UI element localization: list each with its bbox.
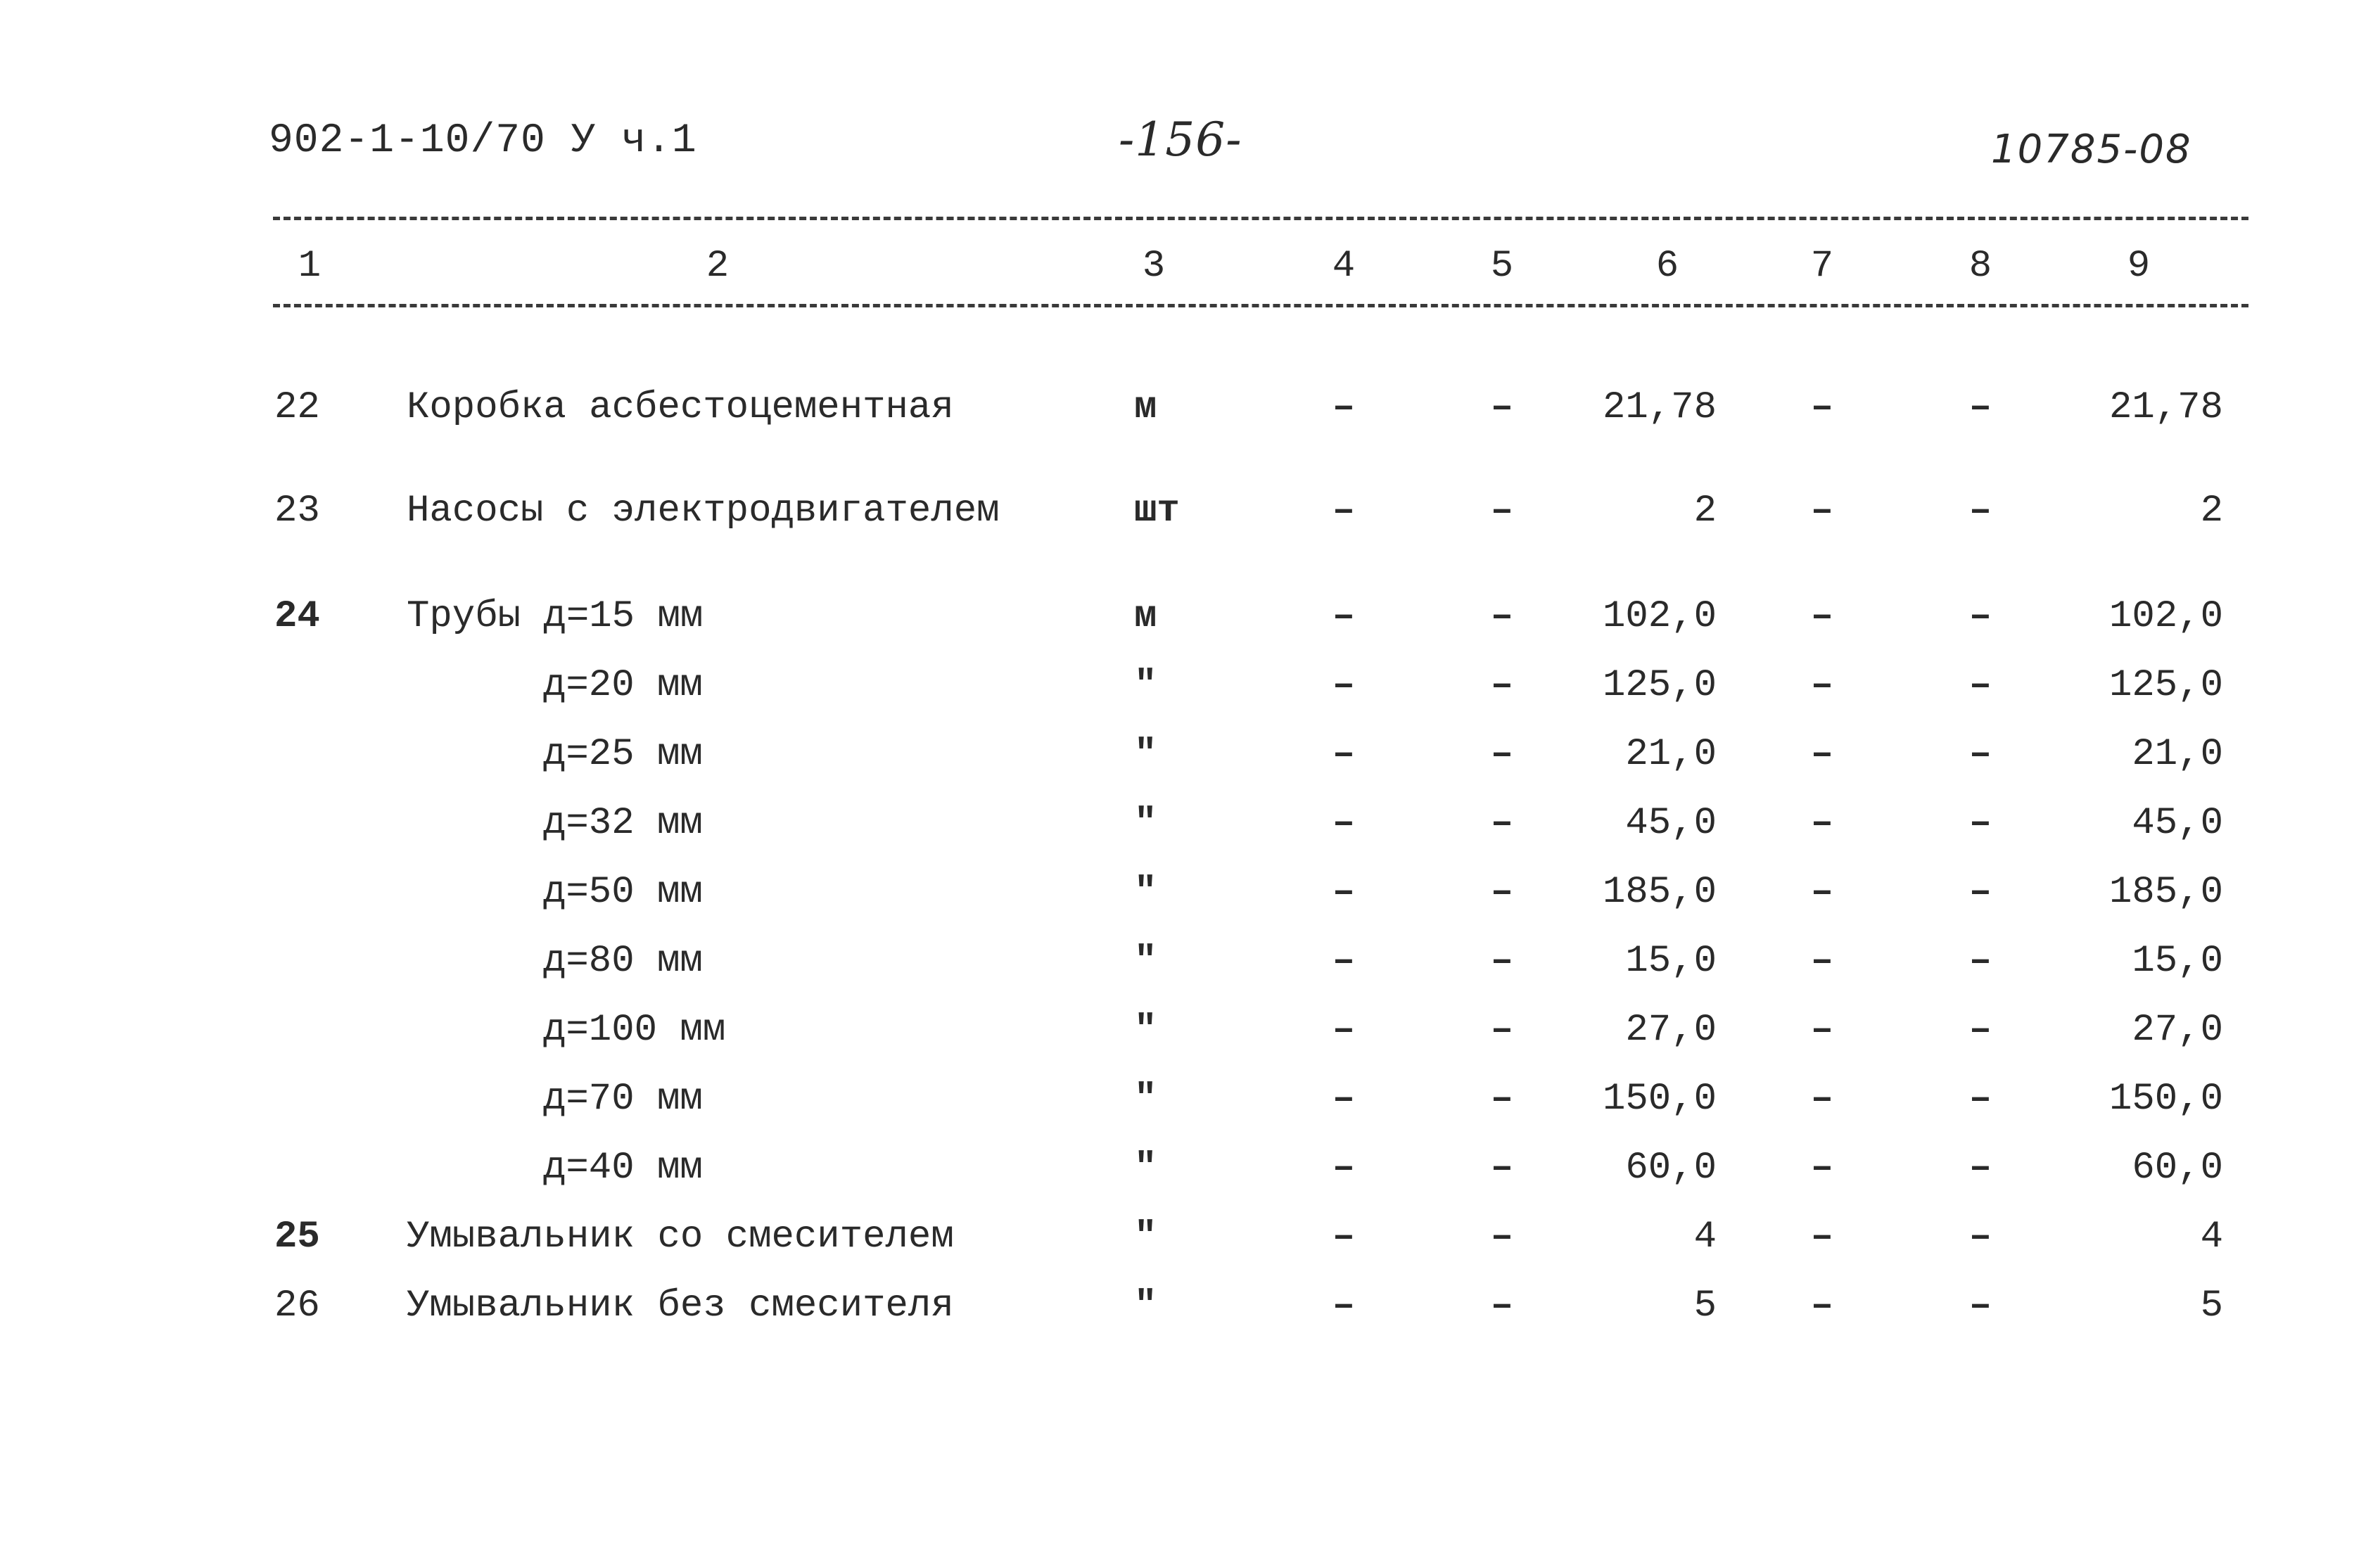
col-6-value: 45,0 xyxy=(1625,802,1717,845)
col-6-value: 185,0 xyxy=(1602,871,1717,914)
col-7-value: – xyxy=(1810,1078,1834,1121)
col-7-value: – xyxy=(1810,871,1834,914)
col-7-value: – xyxy=(1810,595,1834,638)
unit: " xyxy=(1134,940,1157,983)
col-5-value: – xyxy=(1490,1216,1514,1258)
document-code: 902-1-10/70 У ч.1 xyxy=(269,118,697,164)
unit: " xyxy=(1134,1078,1157,1121)
column-header-2: 2 xyxy=(706,245,730,288)
unit: " xyxy=(1134,1285,1157,1327)
col-9-value: 15,0 xyxy=(2132,940,2223,983)
unit: " xyxy=(1134,1216,1157,1258)
col-8-value: – xyxy=(1968,1216,1992,1258)
col-4-value: – xyxy=(1332,1009,1356,1052)
col-8-value: – xyxy=(1968,871,1992,914)
item-name: Умывальник без смесителя xyxy=(407,1285,954,1327)
unit: " xyxy=(1134,664,1157,707)
col-5-value: – xyxy=(1490,490,1514,533)
unit: м xyxy=(1134,595,1157,638)
col-8-value: – xyxy=(1968,1147,1992,1190)
col-4-value: – xyxy=(1332,490,1356,533)
col-6-value: 150,0 xyxy=(1602,1078,1717,1121)
col-7-value: – xyxy=(1810,1285,1834,1327)
col-7-value: – xyxy=(1810,1147,1834,1190)
col-5-value: – xyxy=(1490,733,1514,776)
item-name: Насосы с электродвигателем xyxy=(407,490,1000,533)
col-5-value: – xyxy=(1490,871,1514,914)
unit: " xyxy=(1134,1009,1157,1052)
col-9-value: 150,0 xyxy=(2108,1078,2223,1121)
item-name: д=25 мм xyxy=(543,733,703,776)
item-name: д=70 мм xyxy=(543,1078,703,1121)
col-8-value: – xyxy=(1968,490,1992,533)
col-8-value: – xyxy=(1968,595,1992,638)
col-7-value: – xyxy=(1810,490,1834,533)
col-8-value: – xyxy=(1968,733,1992,776)
col-5-value: – xyxy=(1490,386,1514,429)
col-7-value: – xyxy=(1810,802,1834,845)
col-8-value: – xyxy=(1968,1009,1992,1052)
col-4-value: – xyxy=(1332,871,1356,914)
col-6-value: 2 xyxy=(1693,490,1717,533)
col-4-value: – xyxy=(1332,664,1356,707)
col-7-value: – xyxy=(1810,733,1834,776)
col-5-value: – xyxy=(1490,940,1514,983)
col-8-value: – xyxy=(1968,1285,1992,1327)
item-name: Коробка асбестоцементная xyxy=(407,386,954,429)
col-9-value: 2 xyxy=(2200,490,2223,533)
col-8-value: – xyxy=(1968,940,1992,983)
col-5-value: – xyxy=(1490,1078,1514,1121)
row-number: 22 xyxy=(274,386,320,429)
col-4-value: – xyxy=(1332,1078,1356,1121)
col-6-value: 4 xyxy=(1693,1216,1717,1258)
col-9-value: 5 xyxy=(2200,1285,2223,1327)
table-header-rule xyxy=(273,304,2248,307)
unit: " xyxy=(1134,1147,1157,1190)
col-8-value: – xyxy=(1968,1078,1992,1121)
col-6-value: 15,0 xyxy=(1625,940,1717,983)
col-9-value: 21,0 xyxy=(2132,733,2223,776)
column-header-4: 4 xyxy=(1332,245,1356,288)
col-6-value: 125,0 xyxy=(1602,664,1717,707)
unit: " xyxy=(1134,802,1157,845)
unit: " xyxy=(1134,871,1157,914)
col-8-value: – xyxy=(1968,664,1992,707)
col-8-value: – xyxy=(1968,802,1992,845)
col-5-value: – xyxy=(1490,1285,1514,1327)
col-9-value: 60,0 xyxy=(2132,1147,2223,1190)
col-7-value: – xyxy=(1810,940,1834,983)
column-header-8: 8 xyxy=(1968,245,1992,288)
col-9-value: 4 xyxy=(2200,1216,2223,1258)
item-name: д=80 мм xyxy=(543,940,703,983)
page-number: -156- xyxy=(1119,113,1242,167)
col-6-value: 102,0 xyxy=(1602,595,1717,638)
item-name: д=32 мм xyxy=(543,802,703,845)
row-number: 25 xyxy=(274,1216,320,1258)
col-7-value: – xyxy=(1810,664,1834,707)
col-5-value: – xyxy=(1490,1009,1514,1052)
col-6-value: 5 xyxy=(1693,1285,1717,1327)
col-4-value: – xyxy=(1332,1216,1356,1258)
col-4-value: – xyxy=(1332,1285,1356,1327)
col-9-value: 185,0 xyxy=(2108,871,2223,914)
col-4-value: – xyxy=(1332,1147,1356,1190)
col-9-value: 27,0 xyxy=(2132,1009,2223,1052)
table-top-rule xyxy=(273,217,2248,220)
item-name: Трубы д=15 мм xyxy=(407,595,704,638)
column-header-3: 3 xyxy=(1142,245,1166,288)
column-header-6: 6 xyxy=(1655,245,1679,288)
sheet-code: 10785-08 xyxy=(1991,127,2192,172)
col-4-value: – xyxy=(1332,386,1356,429)
row-number: 26 xyxy=(274,1285,320,1327)
col-8-value: – xyxy=(1968,386,1992,429)
col-4-value: – xyxy=(1332,802,1356,845)
unit: шт xyxy=(1134,490,1180,533)
item-name: д=40 мм xyxy=(543,1147,703,1190)
col-5-value: – xyxy=(1490,1147,1514,1190)
column-header-9: 9 xyxy=(2127,245,2151,288)
col-4-value: – xyxy=(1332,595,1356,638)
col-6-value: 21,0 xyxy=(1625,733,1717,776)
col-4-value: – xyxy=(1332,733,1356,776)
item-name: д=50 мм xyxy=(543,871,703,914)
col-7-value: – xyxy=(1810,1009,1834,1052)
col-4-value: – xyxy=(1332,940,1356,983)
item-name: д=100 мм xyxy=(543,1009,726,1052)
col-7-value: – xyxy=(1810,1216,1834,1258)
unit: " xyxy=(1134,733,1157,776)
col-9-value: 21,78 xyxy=(2108,386,2223,429)
item-name: Умывальник со смесителем xyxy=(407,1216,954,1258)
col-5-value: – xyxy=(1490,595,1514,638)
column-header-5: 5 xyxy=(1490,245,1514,288)
col-6-value: 60,0 xyxy=(1625,1147,1717,1190)
col-5-value: – xyxy=(1490,802,1514,845)
column-header-1: 1 xyxy=(298,245,322,288)
col-9-value: 125,0 xyxy=(2108,664,2223,707)
col-5-value: – xyxy=(1490,664,1514,707)
col-6-value: 21,78 xyxy=(1602,386,1717,429)
item-name: д=20 мм xyxy=(543,664,703,707)
col-7-value: – xyxy=(1810,386,1834,429)
col-9-value: 45,0 xyxy=(2132,802,2223,845)
col-9-value: 102,0 xyxy=(2108,595,2223,638)
row-number: 23 xyxy=(274,490,320,533)
col-6-value: 27,0 xyxy=(1625,1009,1717,1052)
unit: м xyxy=(1134,386,1157,429)
row-number: 24 xyxy=(274,595,320,638)
column-header-7: 7 xyxy=(1810,245,1834,288)
